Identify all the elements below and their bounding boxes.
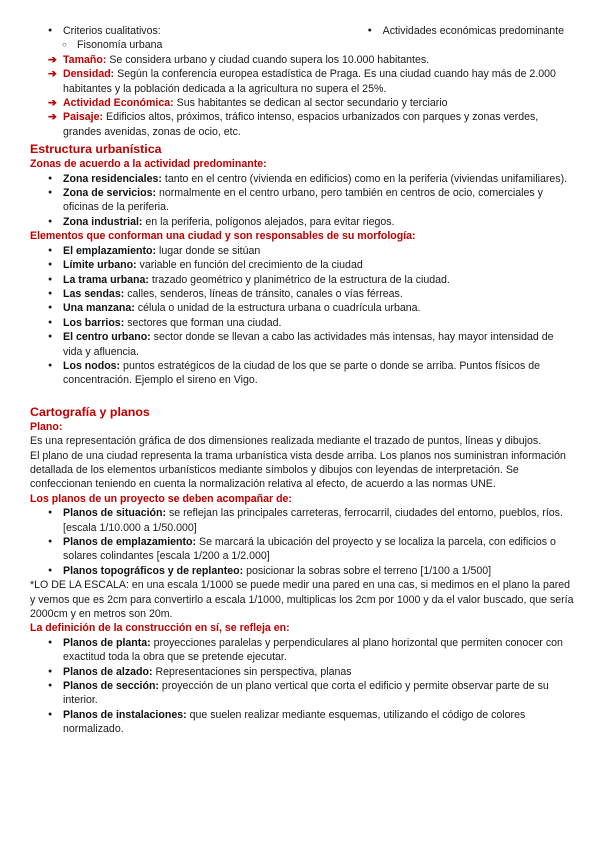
item-label: Los barrios: [63,316,125,329]
cartografia-title: Cartografía y planos [30,404,150,419]
item-label: Límite urbano: [63,259,137,272]
item-text: calles, senderos, líneas de tránsito, canales o vías férreas. [127,287,403,300]
plano-paragraph-2: El plano de una ciudad representa la trama urbanística vista desde arriba. Los planos nos suministran información detallada de los elementos urbanísticos mediante símbolos y dibujos con leyendas de interpretación. Se confeccionan teniendo en cuenta la normalización relativa al efecto, de acuerdo a las normas UNE. [30,449,566,491]
zonas-list [30,172,574,230]
item-label: Los nodos: [63,359,121,372]
item-label: Zona de servicios: [63,187,157,200]
item-label: El emplazamiento: [63,244,157,257]
item-label: Planos topográficos y de replanteo: [63,564,244,577]
elementos-list [30,244,574,388]
definicion-heading: La definición de la construcción en sí, se refleja en: [30,622,290,635]
item-text: sectores que forman una ciudad. [127,316,282,329]
item-label: El centro urbano: [63,331,151,344]
top-bullet-row [30,24,574,38]
criterion-label: Tamaño: [63,53,107,66]
spacer [30,388,574,402]
list-item [30,564,574,578]
item-label: Las sendas: [63,287,125,300]
item-text: variable en función del crecimiento de la ciudad [139,259,363,272]
definicion-list [30,636,574,737]
proyecto-heading: Los planos de un proyecto se deben acompañar de: [30,492,292,505]
item-text: en la periferia, polígonos alejados, para evitar riegos. [145,215,395,228]
item-label: La trama urbana: [63,273,149,286]
item-text: se reflejan las principales carreteras, ferrocarril, ciudades del entorno, pueblos, ríos. [escala 1/10.000 a 1/50.000] [63,507,563,534]
criterion-text: Edificios altos, próximos, tráfico intenso, espacios urbanizados con parques y zonas verdes, grandes avenidas, zonas de ocio, etc. [63,111,539,138]
list-item [30,506,574,535]
item-label: Planos de alzado: [63,665,153,678]
criterion-text: Sus habitantes se dedican al sector secundario y terciario [176,97,448,110]
criterion-item [30,96,574,110]
fisonomia-sub-bullet: ○ Fisonomía urbana [30,38,574,52]
list-item [30,665,574,679]
list-item [30,273,574,287]
elementos-heading: Elementos que conforman una ciudad y son responsables de su morfología: [30,230,416,243]
criteria-list [30,53,574,139]
list-item [30,330,574,359]
item-label: Planos de situación: [63,507,167,520]
item-label: Zona industrial: [63,215,143,228]
list-item [30,258,574,272]
item-text: posicionar la sobras sobre el terreno [1/100 a 1/500] [246,564,492,577]
criterion-item [30,110,574,139]
estructura-title: Estructura urbanística [30,142,162,157]
list-item [30,708,574,737]
criterion-item [30,53,574,67]
item-label: Planos de sección: [63,680,159,693]
criterion-label: Paisaje: [63,111,104,124]
item-text: proyección de un plano vertical que corta el edificio y permite observar parte de su interior. [63,680,549,707]
item-label: Planos de planta: [63,636,151,649]
item-text: proyecciones paralelas y perpendiculares al plano horizontal que permiten conocer con exactitud toda la obra que se pretende ejecutar. [63,636,563,664]
escala-note: *LO DE LA ESCALA: en una escala 1/1000 se puede medir una pared en una cas, si medimos en el plano la pared y vemos que es 2cm para convertirlo a escala 1/1000, multiplicas los 2cm por 1000 y da el valor buscado, que sería 2000cm y en metros son 20m. [30,579,574,621]
list-item [30,535,574,564]
list-item [30,679,574,708]
arrow-right-icon: ➔ [48,97,57,110]
list-item [30,316,574,330]
item-text: Representaciones sin perspectiva, planas [155,665,352,678]
arrow-right-icon: ➔ [48,111,57,124]
criterion-label: Actividad Económica: [63,97,174,110]
zonas-heading: Zonas de acuerdo a la actividad predominante: [30,158,267,171]
criterios-bullet: ● Criterios cualitativos: [30,24,161,38]
plano-paragraph-1: Es una representación gráfica de dos dimensiones realizada mediante el trazado de puntos, líneas y dibujos. [30,435,542,448]
item-text: célula o unidad de la estructura urbana o cuadrícula urbana. [137,302,421,315]
item-text: tanto en el centro (vivienda en edificios) como en la periferia (viviendas unifamiliares). [164,172,568,185]
item-text: lugar donde se sitúan [158,244,261,257]
list-item [30,172,574,186]
criterion-label: Densidad: [63,68,115,81]
list-item [30,359,574,388]
arrow-right-icon: ➔ [48,68,57,81]
criterion-text: Según la conferencia europea estadística de Praga. Es una ciudad cuando hay más de 2.000 habitantes y la población dedicada a la agricultura no supera el 25%. [63,68,556,95]
list-item [30,215,574,229]
list-item [30,301,574,315]
list-item [30,244,574,258]
actividades-bullet: ● Actividades económicas predominante [350,24,564,38]
criterion-text: Se considera urbano y ciudad cuando supera los 10.000 habitantes. [109,53,430,66]
list-item [30,636,574,665]
plano-heading: Plano: [30,420,63,433]
item-text: puntos estratégicos de la ciudad de los que se parte o donde se arriba. Puntos físicos de concentración. Ejemplo el sireno en Vigo. [63,359,540,387]
item-label: Planos de instalaciones: [63,708,187,721]
list-item [30,186,574,215]
item-text: sector donde se llevan a cabo las actividades más intensas, hay mayor intensidad de vida y afluencia. [63,331,554,358]
item-text: normalmente en el centro urbano, pero también en centros de ocio, comerciales y oficinas de la periferia. [63,187,543,214]
item-text: que suelen realizar mediante esquemas, utilizando el código de colores normalizado. [63,708,526,736]
list-item [30,287,574,301]
item-text: Se marcará la ubicación del proyecto y se localiza la parcela, con edificios o solares colindantes [escala 1/200 a 1/2.000] [63,536,556,563]
arrow-right-icon: ➔ [48,53,57,66]
item-label: Planos de emplazamiento: [63,536,197,548]
item-label: Una manzana: [63,302,135,315]
item-label: Zona residenciales: [63,172,162,185]
item-text: trazado geométrico y planimétrico de la estructura de la ciudad. [151,273,450,286]
criterion-item [30,67,574,96]
proyecto-list [30,506,574,578]
